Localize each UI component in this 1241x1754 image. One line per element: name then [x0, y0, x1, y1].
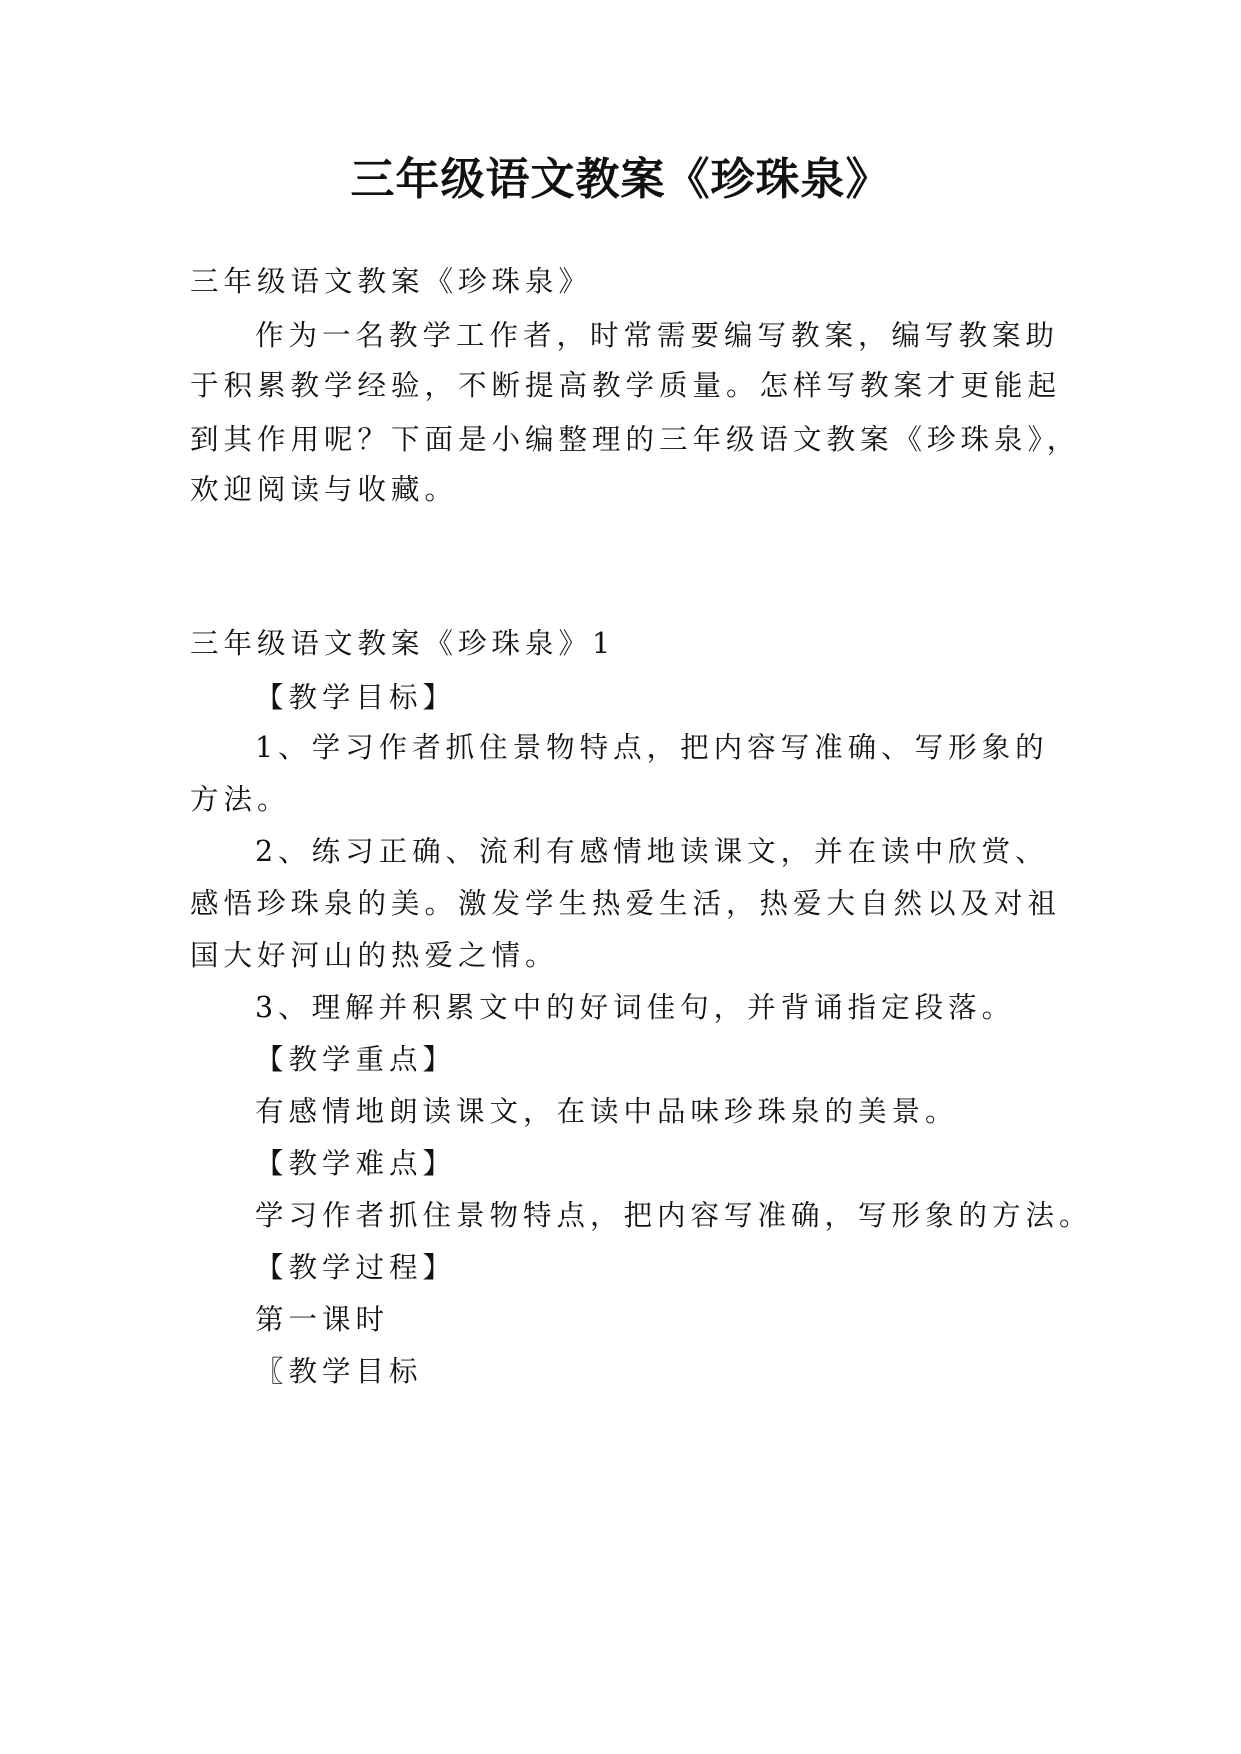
goal-1-line-1: 1、学习作者抓住景物特点，把内容写准确、写形象的 [255, 731, 1049, 764]
goal-1-line-2: 方法。 [190, 783, 291, 816]
intro-line-3: 到其作用呢？下面是小编整理的三年级语文教案《珍珠泉》， [190, 423, 1081, 456]
difficulties-text: 学习作者抓住景物特点，把内容写准确，写形象的方法。 [255, 1199, 1093, 1232]
process-heading: 【教学过程】 [255, 1251, 457, 1284]
goal-2-line-1: 2、练习正确、流利有感情地读课文，并在读中欣赏、 [255, 835, 1049, 868]
section-heading: 三年级语文教案《珍珠泉》1 [190, 627, 616, 660]
first-lesson-label: 第一课时 [255, 1303, 390, 1336]
key-points-text: 有感情地朗读课文，在读中品味珍珠泉的美景。 [255, 1095, 959, 1128]
goal-2-line-3: 国大好河山的热爱之情。 [190, 939, 559, 972]
document-title: 三年级语文教案《珍珠泉》 [350, 154, 891, 205]
lesson-goals-heading: 〖教学目标 [255, 1355, 423, 1388]
goal-2-line-2: 感悟珍珠泉的美。激发学生热爱生活，热爱大自然以及对祖 [190, 887, 1062, 920]
key-points-heading: 【教学重点】 [255, 1043, 457, 1076]
intro-line-1: 作为一名教学工作者，时常需要编写教案，编写教案助 [255, 319, 1060, 352]
difficulties-heading: 【教学难点】 [255, 1147, 457, 1180]
intro-line-2: 于积累教学经验，不断提高教学质量。怎样写教案才更能起 [190, 369, 1062, 402]
goal-3-line: 3、理解并积累文中的好词佳句，并背诵指定段落。 [255, 991, 1016, 1024]
goals-heading: 【教学目标】 [255, 681, 457, 714]
intro-line-4: 欢迎阅读与收藏。 [190, 473, 459, 506]
article-subtitle: 三年级语文教案《珍珠泉》 [190, 265, 593, 298]
